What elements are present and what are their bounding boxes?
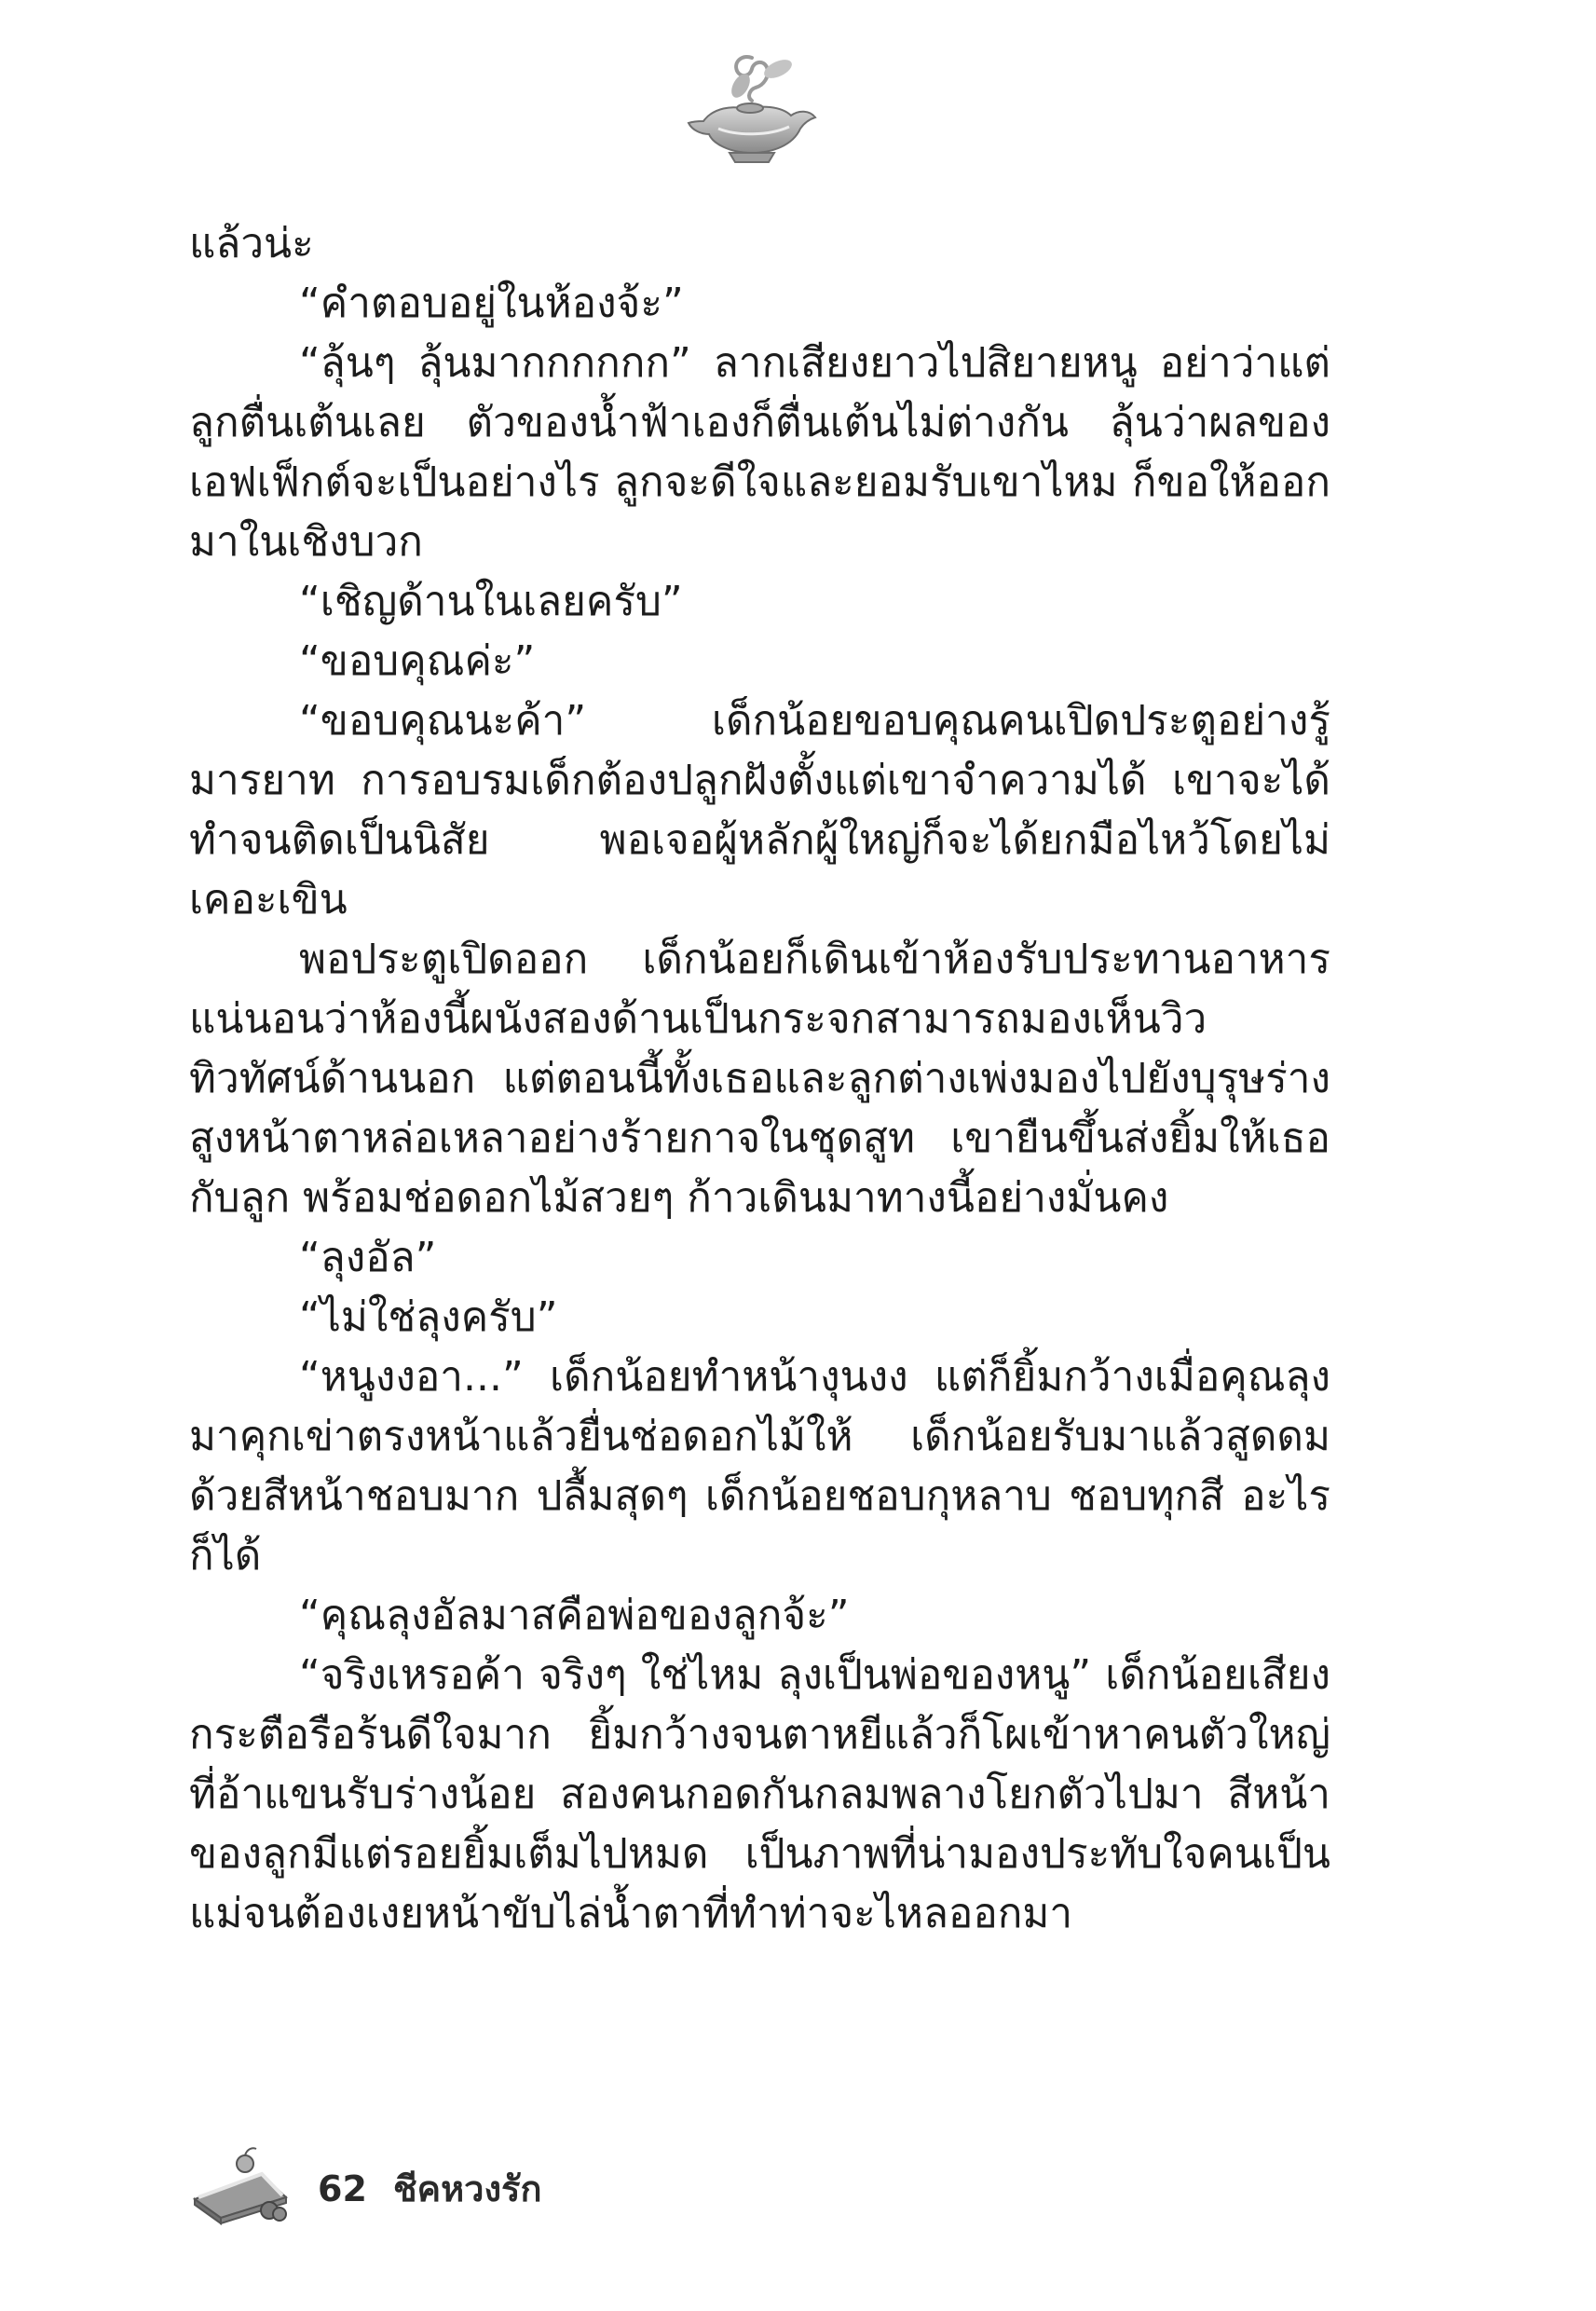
page-footer xyxy=(189,2143,748,2227)
paragraph: “คำตอบอยู่ในห้องจ้ะ” xyxy=(299,280,684,327)
paragraph: “เชิญด้านในเลยครับ” xyxy=(299,578,683,625)
page-number: 62 xyxy=(318,2168,367,2209)
paragraph: “ไม่ใช่ลุงครับ” xyxy=(299,1293,558,1341)
paragraph: “จริงเหรอค้า จริงๆ ใช่ไหม ลุงเป็นพ่อของหนู” เด็กน้อยเสียงกระตือรือร้นดีใจมาก ยิ้มกว้างจนตาหยีแล้วก็โผเข้าหาคนตัวใหญ่ที่อ้าแขนรับร่างน้อย สองคนกอดกันกลมพลางโยกตัวไปมา สีหน้าของลูกมีแต่รอยยิ้มเต็มไปหมด เป็นภาพที่น่ามองประทับใจคนเป็นแม่จนต้องเงยหน้าขับไล่น้ำตาที่ทำท่าจะไหลออกมา xyxy=(189,1651,1330,1937)
paragraph: แล้วน่ะ xyxy=(189,220,314,267)
paragraph: พอประตูเปิดออก เด็กน้อยก็เดินเข้าห้องรับประทานอาหาร แน่นอนว่าห้องนี้ผนังสองด้านเป็นกระจกสามารถมองเห็นวิวทิวทัศน์ด้านนอก แต่ตอนนี้ทั้งเธอและลูกต่างเพ่งมองไปยังบุรุษร่างสูงหน้าตาหล่อเหลาอย่างร้ายกาจในชุดสูท เขายืนขึ้นส่งยิ้มให้เธอกับลูก พร้อมช่อดอกไม้สวยๆ ก้าวเดินมาทางนี้อย่างมั่นคง xyxy=(189,936,1330,1222)
paragraph: “ลุงอัล” xyxy=(299,1234,437,1281)
book-title: ชีคหวงรัก xyxy=(392,2168,542,2209)
cake-slice-icon xyxy=(189,2143,292,2227)
genie-lamp-fairy-icon xyxy=(685,48,825,170)
paragraph: “ขอบคุณนะค้า” เด็กน้อยขอบคุณคนเปิดประตูอย่างรู้มารยาท การอบรมเด็กต้องปลูกฝังตั้งแต่เขาจำความได้ เขาจะได้ทำจนติดเป็นนิสัย พอเจอผู้หลักผู้ใหญ่ก็จะได้ยกมือไหว้โดยไม่เคอะเขิน xyxy=(189,697,1330,923)
folio xyxy=(318,2166,541,2212)
story-text xyxy=(189,214,1330,1944)
paragraph: “คุณลุงอัลมาสคือพ่อของลูกจ้ะ” xyxy=(299,1592,850,1639)
paragraph: “ขอบคุณค่ะ” xyxy=(299,637,536,685)
paragraph: “หนูงงอา...” เด็กน้อยทำหน้างุนงง แต่ก็ยิ้มกว้างเมื่อคุณลุงมาคุกเข่าตรงหน้าแล้วยื่นช่อดอกไม้ให้ เด็กน้อยรับมาแล้วสูดดมด้วยสีหน้าชอบมาก ปลื้มสุดๆ เด็กน้อยชอบกุหลาบ ชอบทุกสี อะไรก็ได้ xyxy=(189,1353,1330,1579)
paragraph: “ลุ้นๆ ลุ้นมากกกกกก” ลากเสียงยาวไปสิยายหนู อย่าว่าแต่ลูกตื่นเต้นเลย ตัวของน้ำฟ้าเองก็ตื่นเต้นไม่ต่างกัน ลุ้นว่าผลของเอฟเฟ็กต์จะเป็นอย่างไร ลูกจะดีใจและยอมรับเขาไหม ก็ขอให้ออกมาในเชิงบวก xyxy=(189,339,1330,566)
